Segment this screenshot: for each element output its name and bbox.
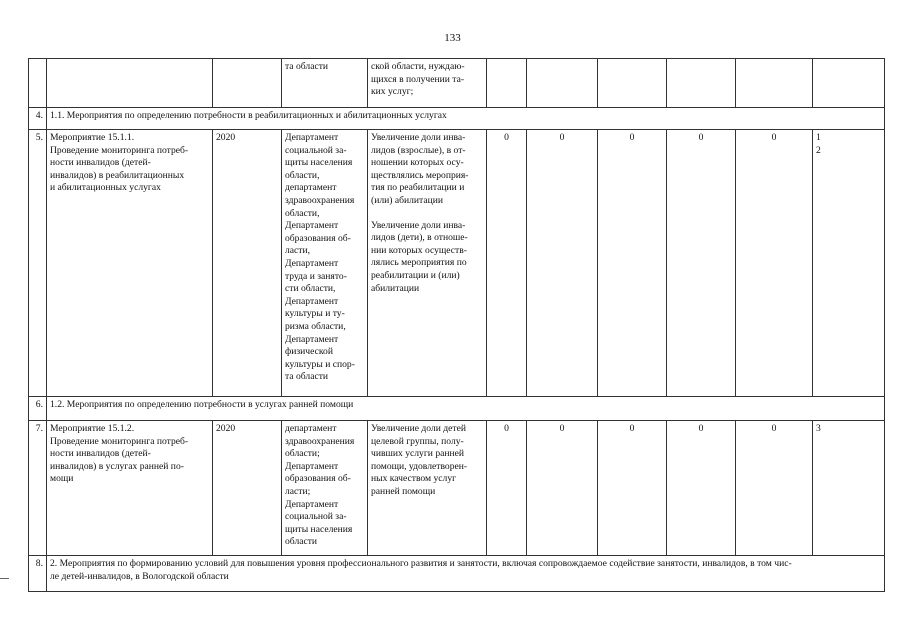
- executor-line: социальной за-: [285, 511, 347, 523]
- measure-name-line: инвалидов) в услугах ранней по-: [50, 460, 184, 472]
- executor-line: здравоохранения: [285, 194, 355, 206]
- table-row-section: [29, 556, 885, 592]
- measure-name-line: и абилитационных услугах: [50, 182, 161, 194]
- measure-name-line: инвалидов) в реабилитационных: [50, 169, 185, 181]
- measure-name-line: мощи: [50, 473, 74, 485]
- indicator-line: помощи, удовлетворен-: [371, 460, 468, 472]
- cell-value: 0: [598, 130, 667, 397]
- executor-line: ласти;: [285, 485, 311, 497]
- indicator-line: Увеличение доли детей: [371, 423, 466, 434]
- executor-line: та области: [285, 61, 329, 72]
- indicator-line: ской области, нуждаю-: [371, 61, 465, 72]
- executor-line: образования об-: [285, 232, 351, 244]
- executor-line: щиты населения: [285, 157, 353, 169]
- row-number: 4.: [29, 108, 47, 130]
- row-number: 8.: [29, 556, 47, 592]
- indicator-line: целевой группы, полу-: [371, 435, 464, 447]
- section-title: 1.2. Мероприятия по определению потребности в услугах ранней помощи: [47, 397, 885, 421]
- cell-refs: [813, 421, 885, 556]
- executor-line: области: [285, 536, 318, 548]
- section-title: 1.1. Мероприятия по определению потребности в реабилитационных и абилитационных услугах: [47, 108, 885, 130]
- cell-value: 0: [598, 421, 667, 556]
- executor-line: области;: [285, 448, 320, 460]
- measure-name-line: ности инвалидов (детей-: [50, 157, 151, 169]
- indicator-line: Увеличение доли инва-: [371, 219, 466, 231]
- indicator-line: нии которых осуществ-: [371, 244, 467, 256]
- indicator-line: лялись мероприятия по: [371, 257, 467, 269]
- indicator-line: ношении которых осу-: [371, 157, 464, 169]
- cell-executor: [282, 59, 368, 108]
- cell-value: 0: [667, 130, 736, 397]
- row-number: 7.: [29, 421, 47, 556]
- executor-line: ласти,: [285, 245, 311, 257]
- executor-line: Департамент: [285, 333, 339, 345]
- margin-mark: [0, 578, 9, 579]
- cell-measure-name: [47, 421, 213, 556]
- executor-line: та области: [285, 371, 329, 383]
- cell-value: 0: [487, 421, 527, 556]
- indicator-line: щихся в получении та-: [371, 73, 465, 85]
- indicator-gap: [371, 208, 483, 220]
- table-row-continuation: [29, 59, 885, 108]
- cell-value: [487, 59, 527, 108]
- table-row-section: [29, 108, 885, 130]
- cell-executor: [282, 130, 368, 397]
- cell-indicator: [368, 130, 487, 397]
- ref-number: 2: [816, 144, 821, 156]
- row-number: 6.: [29, 397, 47, 421]
- cell-indicator: [368, 59, 487, 108]
- executor-line: Департамент: [285, 257, 339, 269]
- cell-executor: [282, 421, 368, 556]
- executor-line: области,: [285, 207, 320, 219]
- measure-name-line: Мероприятие 15.1.2.: [50, 423, 135, 434]
- cell-indicator: [368, 421, 487, 556]
- cell-value: 0: [527, 130, 598, 397]
- indicator-line: лидов (взрослые), в от-: [371, 144, 466, 156]
- cell-year: [213, 59, 282, 108]
- table-row-measure: [29, 421, 885, 556]
- executor-line: сти области,: [285, 283, 336, 295]
- cell-value: 0: [527, 421, 598, 556]
- cell-value: 0: [736, 421, 813, 556]
- cell-value: [598, 59, 667, 108]
- executor-line: физической: [285, 346, 333, 358]
- executor-line: труда и занято-: [285, 270, 347, 282]
- cell-measure-name: [47, 59, 213, 108]
- executor-line: департамент: [285, 182, 337, 194]
- cell-year: 2020: [213, 130, 282, 397]
- cell-num: [29, 59, 47, 108]
- executor-line: социальной за-: [285, 144, 347, 156]
- executor-line: Департамент: [285, 132, 339, 143]
- executor-line: области,: [285, 169, 320, 181]
- executor-line: Департамент: [285, 498, 339, 510]
- measure-name-line: Проведение мониторинга потреб-: [50, 144, 189, 156]
- indicator-line: ществлялись мероприя-: [371, 169, 469, 181]
- measure-name-line: Проведение мониторинга потреб-: [50, 435, 189, 447]
- cell-measure-name: [47, 130, 213, 397]
- cell-value: 0: [736, 130, 813, 397]
- ref-number: 1: [816, 132, 821, 143]
- cell-refs: [813, 59, 885, 108]
- indicator-line: ных качеством услуг: [371, 473, 457, 485]
- measure-name-line: Мероприятие 15.1.1.: [50, 132, 135, 143]
- executor-line: департамент: [285, 423, 337, 434]
- executor-line: образования об-: [285, 473, 351, 485]
- section-title-line: 2. Мероприятия по формированию условий для повышения уровня профессионального развития и занятости, включая сопровождаемое содействие занятости, инвалидов, в том чис-: [50, 558, 792, 569]
- indicator-line: лидов (дети), в отноше-: [371, 232, 468, 244]
- indicator-line: чивших услуги ранней: [371, 448, 465, 460]
- measures-table: [28, 58, 885, 592]
- ref-number: 3: [816, 423, 821, 434]
- executor-line: Департамент: [285, 295, 339, 307]
- cell-year: 2020: [213, 421, 282, 556]
- indicator-line: ких услуг;: [371, 86, 414, 98]
- table-row-section: [29, 397, 885, 421]
- indicator-line: ранней помощи: [371, 485, 436, 497]
- measure-name-line: ности инвалидов (детей-: [50, 448, 151, 460]
- page-number: 133: [444, 32, 461, 44]
- cell-value: [667, 59, 736, 108]
- cell-value: [527, 59, 598, 108]
- executor-line: ризма области,: [285, 320, 346, 332]
- table-row-measure: [29, 130, 885, 397]
- cell-value: 0: [667, 421, 736, 556]
- executor-line: щиты населения: [285, 523, 353, 535]
- executor-line: здравоохранения: [285, 435, 355, 447]
- executor-line: культуры и спор-: [285, 358, 355, 370]
- executor-line: Департамент: [285, 220, 339, 232]
- row-number: 5.: [29, 130, 47, 397]
- executor-line: Департамент: [285, 460, 339, 472]
- indicator-line: Увеличение доли инва-: [371, 132, 466, 143]
- cell-value: 0: [487, 130, 527, 397]
- indicator-line: абилитации: [371, 282, 420, 294]
- indicator-line: тия по реабилитации и: [371, 182, 465, 194]
- indicator-line: реабилитации и (или): [371, 269, 460, 281]
- executor-line: культуры и ту-: [285, 308, 345, 320]
- section-title: [47, 556, 885, 592]
- cell-value: [736, 59, 813, 108]
- indicator-line: (или) абилитации: [371, 194, 444, 206]
- section-title-line: ле детей-инвалидов, в Вологодской области: [50, 570, 229, 582]
- cell-refs: [813, 130, 885, 397]
